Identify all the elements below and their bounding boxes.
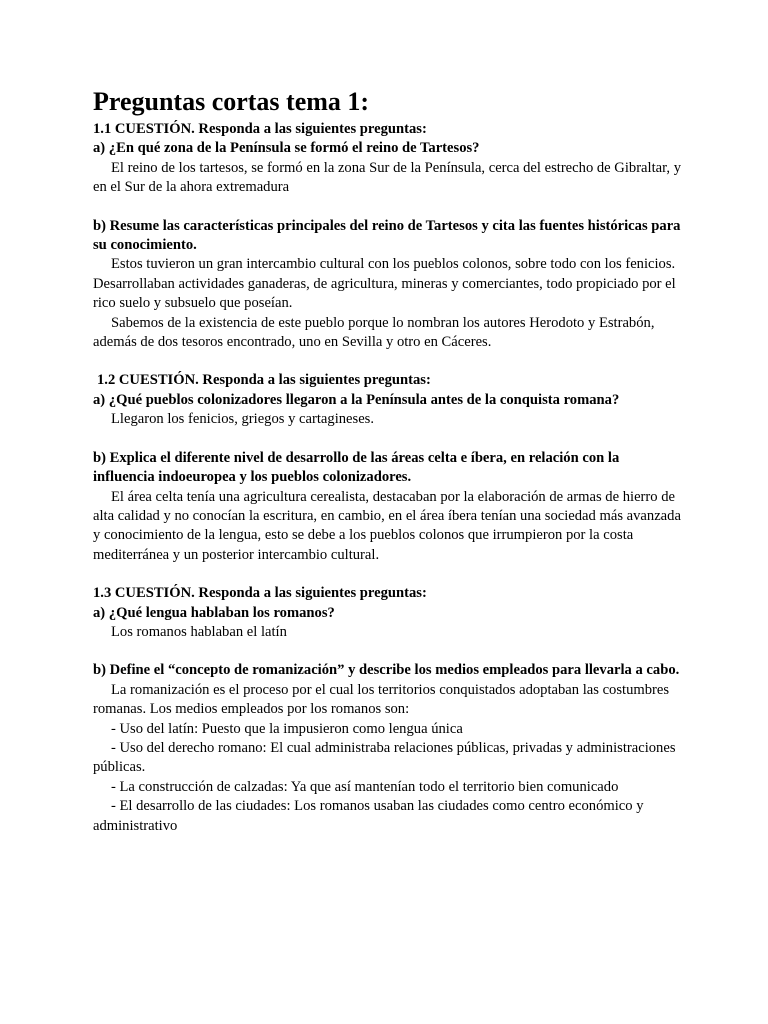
answer-1-2-b: El área celta tenía una agricultura cerealista, destacaban por la elaboración de armas de hierro de alta calidad y no conocían la escritura, en cambio, en el área íbera tenían una sociedad más avanzada y conocimiento de la lengua, esto se debe a los pueblos colonos que irrumpieron por la costa mediterránea y un posterior intercambio cultural.	[93, 488, 681, 563]
answer-1-2-a: Llegaron los fenicios, griegos y cartagineses.	[111, 411, 375, 428]
document-page	[93, 86, 683, 836]
answer-1-3-b-item-calzadas: - La construcción de calzadas: Ya que así mantenían todo el territorio bien comunicado	[111, 778, 619, 795]
answer-1-1-b-paragraph-2: Sabemos de la existencia de este pueblo porque lo nombran los autores Herodoto y Estrabón, además de dos tesoros encontrado, uno en Sevilla y otro en Cáceres.	[93, 314, 655, 351]
answer-1-3-b-intro: La romanización es el proceso por el cual los territorios conquistados adoptaban las costumbres romanas. Los medios empleados por los romanos son:	[93, 681, 670, 718]
answer-1-3-b-item-latin: - Uso del latín: Puesto que la impusieron como lengua única	[111, 720, 463, 737]
answer-1-3-a: Los romanos hablaban el latín	[111, 623, 287, 640]
section-heading-1-2: 1.2 CUESTIÓN. Responda a las siguientes preguntas:	[97, 372, 431, 389]
paragraph-gap	[93, 198, 683, 217]
question-1-2-b: b) Explica el diferente nivel de desarrollo de las áreas celta e íbera, en relación con la influencia indoeuropea y los pueblos colonizadores.	[93, 449, 620, 486]
answer-1-1-b-paragraph-1: Estos tuvieron un gran intercambio cultural con los pueblos colonos, sobre todo con los fenicios. Desarrollaban actividades ganaderas, de agricultura, mineras y comerciantes, todo propiciado por el rico suelo y subsuelo que poseían.	[93, 256, 676, 312]
answer-1-3-b-item-ciudades: - El desarrollo de las ciudades: Los romanos usaban las ciudades como centro económico y administrativo	[93, 798, 644, 834]
question-1-2-a: a) ¿Qué pueblos colonizadores llegaron a la Península antes de la conquista romana?	[93, 391, 620, 408]
section-heading-1-1: 1.1 CUESTIÓN. Responda a las siguientes preguntas:	[93, 121, 427, 137]
section-heading-1-3: 1.3 CUESTIÓN. Responda a las siguientes preguntas:	[93, 585, 427, 602]
question-1-1-a: a) ¿En qué zona de la Península se formó el reino de Tartesos?	[93, 140, 480, 157]
paragraph-gap	[93, 430, 683, 449]
paragraph-gap	[93, 352, 683, 371]
paragraph-gap	[93, 565, 683, 584]
paragraph-gap	[93, 642, 683, 661]
question-1-1-b: b) Resume las características principales del reino de Tartesos y cita las fuentes históricas para su conocimiento.	[93, 217, 681, 254]
question-1-3-b: b) Define el “concepto de romanización” y describe los medios empleados para llevarla a cabo.	[93, 662, 680, 679]
document-title: Preguntas cortas tema 1:	[93, 87, 370, 116]
answer-1-1-a: El reino de los tartesos, se formó en la zona Sur de la Península, cerca del estrecho de Gibraltar, y en el Sur de la ahora extremadura	[93, 159, 681, 196]
question-1-3-a: a) ¿Qué lengua hablaban los romanos?	[93, 604, 335, 621]
answer-1-3-b-item-derecho: - Uso del derecho romano: El cual administraba relaciones públicas, privadas y administraciones públicas.	[93, 739, 676, 776]
